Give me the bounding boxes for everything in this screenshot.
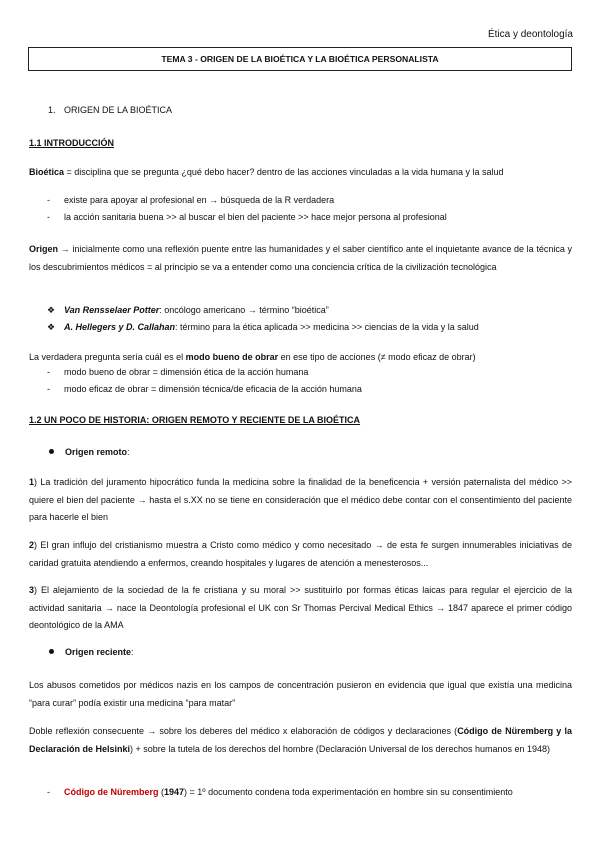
origen-remoto-item: Origen remoto:: [29, 446, 572, 460]
list-item: - modo eficaz de obrar = dimensión técnica/de eficacia de la acción humana: [47, 384, 362, 394]
bioetica-text: = disciplina que se pregunta ¿qué debo hacer? dentro de las acciones vinculadas a la vida humana y la salud: [64, 167, 504, 177]
historia-point-3: 3) El alejamiento de la sociedad de la fe cristiana y su moral >> sustituirlo por formas éticas laicas para regular el ejercicio de la actividad sanitaria → nace la Deontología profesional el UK con Sr Thomas Percival Medical Ethics → 1847 aparece el primer código deontológico de la AMA: [29, 585, 572, 630]
document-title-box: [28, 47, 572, 71]
bullet-dot-icon: [49, 649, 54, 654]
historia-point-1: 1) La tradición del juramento hipocrático funda la medicina sobre la finalidad de la beneficencia + versión paternalista del médico >> quiere el bien del paciente → hasta el s.XX no se tiene en consideración que el médico debe contar con el consentimiento del paciente para hacerle el bien: [29, 477, 572, 522]
subsection-1-2-heading: 1.2 UN POCO DE HISTORIA: ORIGEN REMOTO Y RECIENTE DE LA BIOÉTICA: [29, 415, 361, 425]
doble-reflexion-paragraph: Doble reflexión consecuente → sobre los deberes del médico x elaboración de códigos y declaraciones (Código de Nüremberg y la Declaración de Helsinki) + sobre la tutela de los derechos del hombre (Declaración Universal de los derechos humanos en 1948): [29, 726, 572, 754]
section-1-number: 1.: [48, 105, 56, 115]
origen-text: → inicialmente como una reflexión puente entre las humanidades y el saber científico ante el inquietante avance de la técnica y los descubrimientos médicos = al principio se va a entender como una conciencia crítica de la civilización tecnológica: [29, 244, 572, 272]
list-item: - modo bueno de obrar = dimensión ética de la acción humana: [47, 367, 309, 377]
historia-point-2: 2) El gran influjo del cristianismo muestra a Cristo como médico y como necesitado → de esta fe surgen innumerables iniciativas de caridad gratuita atendiendo a enfermos, creando hospitales y lugares de atención a menesterosos...: [29, 540, 572, 568]
origen-reciente-item: Origen reciente:: [29, 646, 572, 660]
running-header: Ética y deontología: [487, 29, 573, 40]
section-1-title: ORIGEN DE LA BIOÉTICA: [64, 105, 173, 115]
subsection-1-1-heading: 1.1 INTRODUCCIÓN: [29, 138, 115, 148]
document-title: TEMA 3 - ORIGEN DE LA BIOÉTICA Y LA BIOÉTICA PERSONALISTA: [161, 53, 439, 64]
list-item: ❖ A. Hellegers y D. Callahan: término para la ética aplicada >> medicina >> ciencias de la vida y la salud: [29, 321, 572, 335]
list-item: - existe para apoyar al profesional en → búsqueda de la R verdadera: [47, 195, 335, 205]
pregunta-paragraph: La verdadera pregunta sería cuál es el modo bueno de obrar en ese tipo de acciones (≠ modo eficaz de obrar): [29, 352, 476, 362]
bioetica-term: Bioética: [29, 167, 65, 177]
list-item: - Código de Nüremberg (1947) = 1º documento condena toda experimentación en hombre sin su consentimiento: [47, 787, 513, 797]
list-item: ❖ Van Rensselaer Potter: oncólogo americano → término “bioética”: [29, 304, 572, 318]
origen-paragraph: [29, 241, 572, 276]
abusos-paragraph: Los abusos cometidos por médicos nazis en los campos de concentración pusieron en evidencia que igual que existía una medicina “para curar” podía existir una medicina “para matar”: [29, 680, 572, 708]
diamond-bullet-icon: ❖: [47, 305, 56, 315]
bioetica-definition: [29, 166, 572, 179]
list-item: - la acción sanitaria buena >> al buscar el bien del paciente >> hace mejor persona al profesional: [47, 212, 447, 222]
diamond-bullet-icon: ❖: [47, 322, 56, 332]
bullet-dot-icon: [49, 449, 54, 454]
nuremberg-code-label: Código de Nüremberg: [64, 787, 159, 797]
origen-term: Origen: [29, 244, 59, 254]
